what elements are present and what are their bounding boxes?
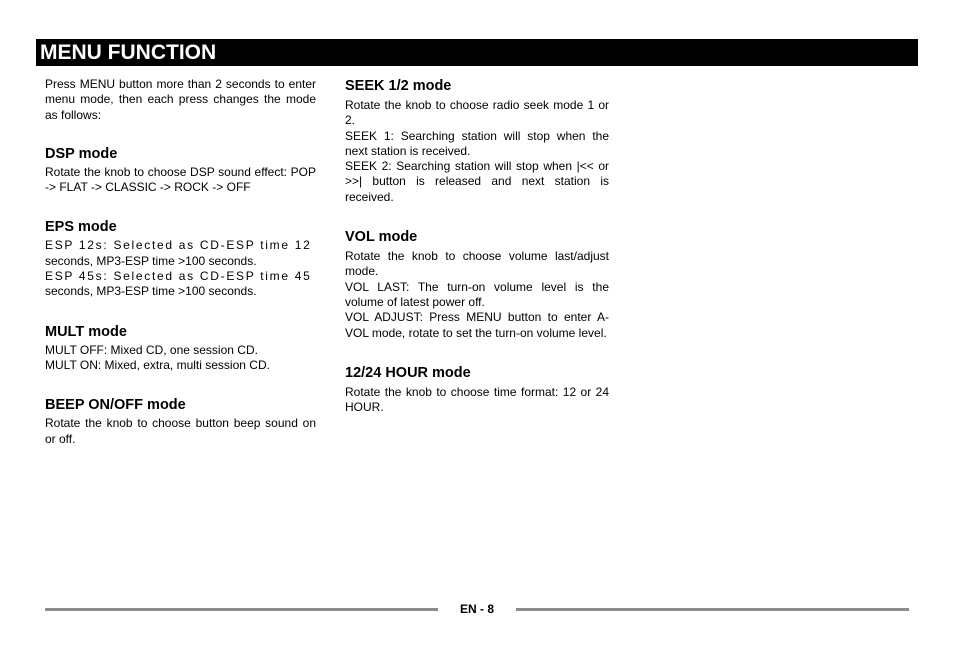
eps-line-2a: ESP 45s: Selected as CD-ESP time 45 (45, 269, 312, 284)
mult-heading: MULT mode (45, 323, 127, 340)
eps-line-1a: ESP 12s: Selected as CD-ESP time 12 (45, 238, 312, 253)
mult-line-2: MULT ON: Mixed, extra, multi session CD. (45, 357, 270, 372)
hour-section (345, 364, 609, 416)
mult-line-1: MULT OFF: Mixed CD, one session CD. (45, 342, 258, 357)
hour-text: Rotate the knob to choose time format: 12 or 24 HOUR. (345, 384, 609, 415)
intro-text: Press MENU button more than 2 seconds to enter menu mode, then each press changes the mode as follows: (45, 77, 316, 122)
footer-rule-right (516, 608, 909, 611)
dsp-text: Rotate the knob to choose DSP sound effect: POP -> FLAT -> CLASSIC -> ROCK -> OFF (45, 164, 316, 195)
dsp-heading: DSP mode (45, 145, 118, 162)
eps-line-1b: seconds, MP3-ESP time >100 seconds. (45, 253, 257, 268)
dsp-section (45, 145, 316, 196)
seek-heading: SEEK 1/2 mode (345, 78, 452, 94)
beep-section (45, 396, 316, 447)
right-column (345, 77, 609, 415)
seek-section (345, 77, 609, 205)
seek-line-2: SEEK 1: Searching station will stop when the next station is received. (345, 128, 609, 158)
eps-line-2b: seconds, MP3-ESP time >100 seconds. (45, 284, 257, 299)
page-number: EN - 8 (459, 602, 494, 616)
beep-heading: BEEP ON/OFF mode (45, 397, 186, 414)
page-title: MENU FUNCTION (36, 39, 918, 66)
eps-section (45, 218, 316, 299)
vol-line-1: Rotate the knob to choose volume last/adjust mode. (345, 249, 609, 279)
vol-line-3: VOL ADJUST: Press MENU button to enter A-VOL mode, rotate to set the turn-on volume level. (345, 310, 609, 340)
seek-line-1: Rotate the knob to choose radio seek mode 1 or 2. (345, 98, 609, 128)
footer-rule-left (45, 608, 438, 611)
vol-section (345, 228, 609, 341)
seek-line-3: SEEK 2: Searching station will stop when |<< or >>| button is released and next station is received. (345, 159, 609, 204)
eps-heading: EPS mode (45, 219, 117, 236)
mult-section (45, 323, 316, 374)
beep-text: Rotate the knob to choose button beep sound on or off. (45, 416, 316, 446)
vol-line-2: VOL LAST: The turn-on volume level is the volume of latest power off. (345, 279, 609, 309)
vol-heading: VOL mode (345, 229, 418, 246)
hour-heading: 12/24 HOUR mode (345, 364, 471, 381)
left-column (45, 77, 316, 447)
